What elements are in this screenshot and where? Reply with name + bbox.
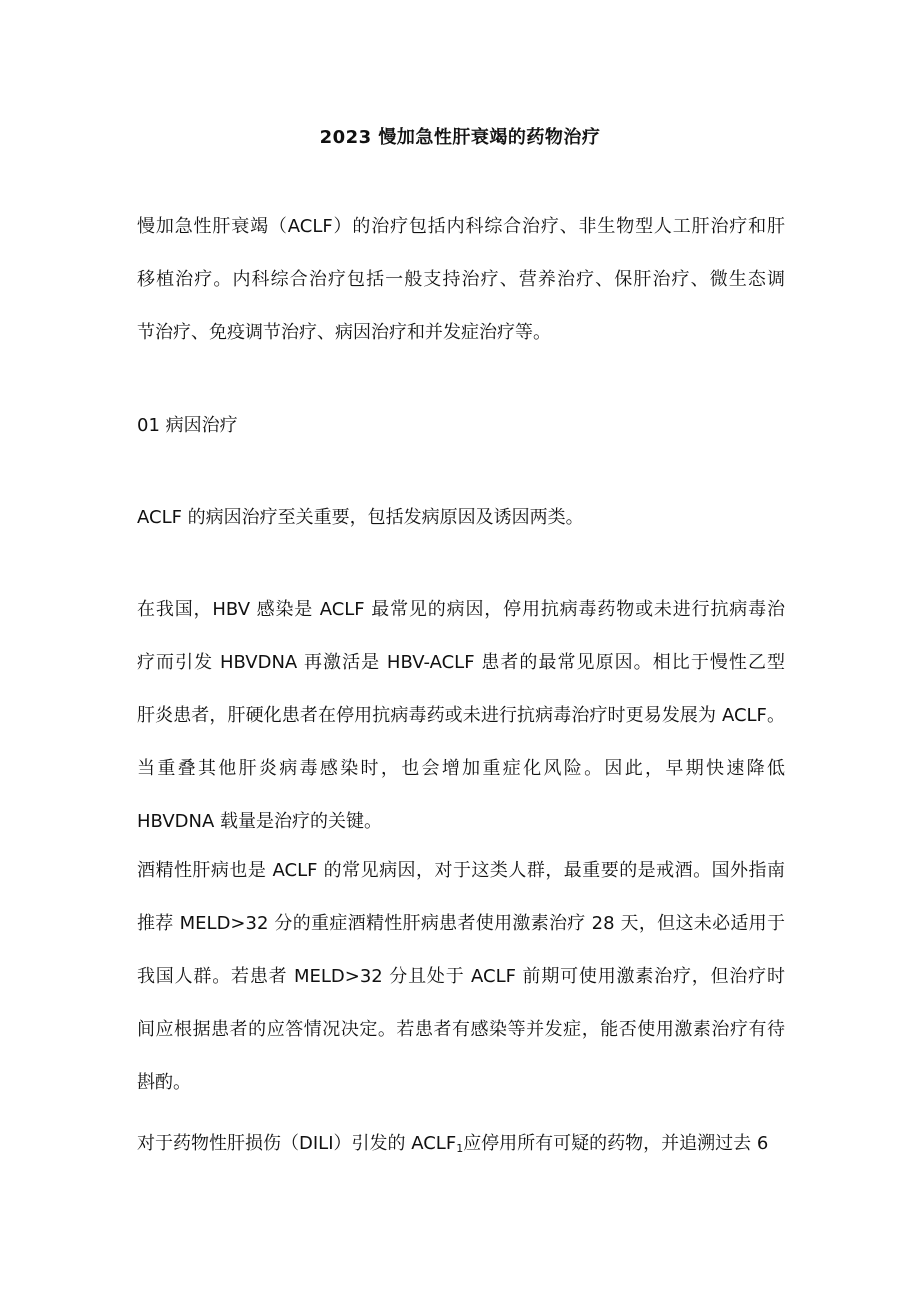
dili-line-rest: 应停用所有可疑的药物，并追溯过去 6 bbox=[463, 1133, 769, 1154]
dili-line-1 bbox=[137, 1131, 785, 1157]
alcohol-paragraph bbox=[137, 858, 785, 1096]
dili-line-main: 对于药物性肝损伤（DILI）引发的 ACLF bbox=[137, 1133, 457, 1154]
section-heading-etiology bbox=[137, 413, 785, 439]
intro-line-1: 慢加急性肝衰竭（ACLF）的治疗包括内科综合治疗、非生物型人工肝治疗和肝 bbox=[137, 216, 785, 237]
hbv-line-3: 肝炎患者，肝硬化患者在停用抗病毒药或未进行抗病毒治疗时更易发展为 ACLF。 bbox=[137, 705, 785, 726]
dili-footnote-sub: 1 bbox=[456, 1142, 464, 1155]
intro-line-3: 节治疗、免疫调节治疗、病因治疗和并发症治疗等。 bbox=[137, 322, 551, 343]
hbv-line-2: 疗而引发 HBVDNA 再激活是 HBV-ACLF 患者的最常见原因。相比于慢性乙型 bbox=[137, 652, 785, 673]
alcohol-line-2: 推荐 MELD>32 分的重症酒精性肝病患者使用激素治疗 28 天，但这未必适用于 bbox=[137, 913, 785, 934]
alcohol-line-1: 酒精性肝病也是 ACLF 的常见病因，对于这类人群，最重要的是戒酒。国外指南 bbox=[137, 860, 785, 881]
document-title: 2023 慢加急性肝衰竭的药物治疗 bbox=[319, 127, 601, 148]
intro-paragraph bbox=[137, 214, 785, 346]
etiology-line-1: ACLF 的病因治疗至关重要，包括发病原因及诱因两类。 bbox=[137, 507, 584, 528]
hbv-paragraph bbox=[137, 597, 785, 835]
hbv-line-5: HBVDNA 载量是治疗的关键。 bbox=[137, 811, 383, 832]
alcohol-line-4: 间应根据患者的应答情况决定。若患者有感染等并发症，能否使用激素治疗有待 bbox=[137, 1019, 785, 1040]
intro-line-2: 移植治疗。内科综合治疗包括一般支持治疗、营养治疗、保肝治疗、微生态调 bbox=[137, 269, 785, 290]
alcohol-line-3: 我国人群。若患者 MELD>32 分且处于 ACLF 前期可使用激素治疗，但治疗时 bbox=[137, 966, 785, 987]
hbv-line-1: 在我国，HBV 感染是 ACLF 最常见的病因，停用抗病毒药物或未进行抗病毒治 bbox=[137, 599, 785, 620]
dili-paragraph bbox=[137, 1131, 785, 1157]
alcohol-line-5: 斟酌。 bbox=[137, 1072, 191, 1093]
section-heading-text: 01 病因治疗 bbox=[137, 415, 238, 436]
hbv-line-4: 当重叠其他肝炎病毒感染时，也会增加重症化风险。因此，早期快速降低 bbox=[137, 758, 785, 779]
etiology-paragraph bbox=[137, 505, 785, 531]
